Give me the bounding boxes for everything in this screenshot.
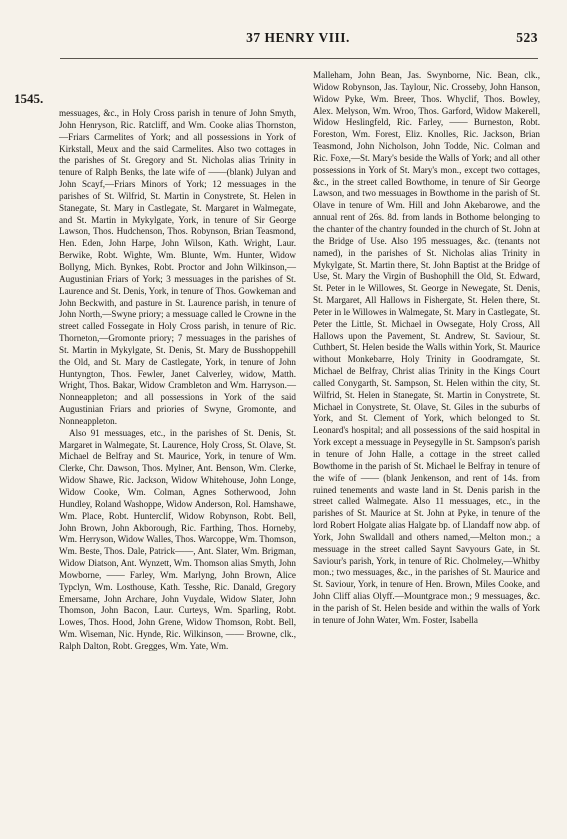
left-paragraph-1: messuages, &c., in Holy Cross parish in tenure of John Smyth, John Henryson, Ric. Ratcliff, and Wm. Cooke alias Thornston,—Friars Carmelites of York; and all possessions in York of Kirkstall, Meux and the said Carmelites. Also two cottages in the parishes of St. Gregory and St. Nicholas alias Trinity in tenure of Ralph Benks, the late wife of ——(blank) Julyan and John Scayf,—Friars Minors of York; 12 messuages in the parishes of St. Wilfrid, St. Martin in Conystrete, St. Helen in Stanegate, St. Mary in Castlegate, St. Margaret in Walmegate, and St. Martin in Mykylgate, York, in tenure of Sir George Lawson, Thos. Hudchenson, Thos. Robynson, Brian Teasmond, Hen. Eden, John Harpe, John Wilson, Kath. Wright, Laur. Berwike, Robt. Wighte, Wm. Blunte, Wm. Hunter, Widow Bollyng, Mich. Bynkes, Robt. Proctor and John Wilkinson,—Augustinian Friars of York; 3 messuages in the parishes of St. Laurence and St. Denis, York, in tenure of Thos. Gowkeman and John Beckwith, and pasture in St. Laurence parish, in tenure of John North,—Swyne priory; a messuage called le Crowne in the street called Fossegate in Holy Cross parish, in tenure of Ric. Thorneton,—Gromonte priory; 7 messuages in the parishes of St. Martin in Mykylgate, St. Denis, St. Mary de Busshoppehill the Old, and St. Mary de Castlegate, York, in tenure of John Huntyngton, Thos. Fewler, Janet Calverley, widow, Matth. Wright, Thos. Bakar, Widow Crambleton and Wm. Harryson.—Nonneappleton; and all possessions in York of the said Augustinian Friars and priories of Swyne, Gromonte, and Nonneappleton. <box>59 108 296 426</box>
header-rule <box>60 58 538 59</box>
right-column <box>313 70 540 627</box>
page-title: 37 HENRY VIII. <box>246 30 350 45</box>
left-paragraph-2: Also 91 messuages, etc., in the parishes of St. Denis, St. Margaret in Walmegate, St. Laurence, Holy Cross, St. Olave, St. Michael de Belfray and St. Maurice, York, in tenure of Wm. Clerke, Chr. Dawson, Thos. Mylner, Ant. Benson, Wm. Clerke, Widow Shawe, Ric. Jackson, Widow Whitehouse, John Longe, Widow Cooke, Wm. Colman, Agnes Sotherwood, John Hundley, Roland Washoppe, Widow Anderson, Rol. Hamshawe, Wm. Place, Robt. Hunterclif, Widow Robynson, Robt. Bell, John Brown, John Akborough, Ric. Farthing, Thos. Horneby, Wm. Herryson, Widow Walles, Thos. Warcoppe, Wm. Thomson, Wm. Beste, Thos. Dale, Patrick——, Ant. Slater, Wm. Brigman, Widow Diatson, Ant. Wynzett, Wm. Thomson alias Smyth, John Mowborne, —— Farley, Wm. Marlyng, John Brown, Alice Typclyn, Wm. Losthouse, Kath. Tesshe, Ric. Danald, Gregory Emersame, John Archare, John Vuydale, Widow Slater, John Thomson, John Bacon, Laur. Curteys, Wm. Sparling, Robt. Lowes, Thos. Hood, John Grene, Widow Thomson, Robt. Bell, Wm. Wiseman, Nic. Hynde, Ric. Wilkinson, —— Browne, clk., Ralph Dalton, Robt. Gregges, Wm. Yate, Wm. <box>59 427 296 651</box>
right-paragraph-1: Malleham, John Bean, Jas. Swynborne, Nic. Bean, clk., Widow Robynson, Jas. Taylour, Nic. Crosseby, John Hanson, Widow Pyke, Wm. Breer, Thos. Whyclif, Thos. Bowley, Alex. Melyson, Wm. Wroo, Thos. Garford, Widow Makerell, Widow Heslingfeld, Ric. Farley, —— Burneston, Robt. Foreston, Wm. Forest, Eliz. Knolles, Ric. Jackson, Brian Teasmond, John Nicholson, John Todde, Nic. Colman and Ric. Foxe,—St. Mary's beside the Walls of York; and all other possessions in York of St. Mary's mon., except two cottages, &c., in the street called Bowthome, in tenure of Sir George Lawson, and two messuages in Bowthome in the parish of St. Olave in tenure of Wm. Hill and John Akebarowe, and the annual rent of 26s. 8d. from lands in Bothome belonging to the chanter of the chantry founded in the church of St. John at the Bridge of Use. Also 195 messuages, &c. (tenants not named), in the parishes of St. Nicholas alias Trinity in Mykylgate, St. Martin there, St. John Baptist at the Bridge of Use, St. Mary the Virgin of Bushophill the Old, St. Edward, St. Peter in le Willowes, St. George in Newegate, St. Denis, St. Margaret, All Hallows in Fishergate, St. Helen there, St. Peter in le Willowes in Walmegate, St. Mary in Castlegate, St. Peter the Little, St. Michael in Owsegate, Holy Cross, All Hallows upon the Pavement, St. Andrew, St. Saviour, St. Cuthbert, St. Helen beside the Walls within York, St. Maurice without Monkebarre, Holy Trinity in Goodramgate, St. Michael de Belfray, Christ alias Trinity in the Kings Court called Conygarth, St. Sampson, St. Helen within the city, St. Wilfrid, St. Helen in Stanegate, St. Martin in Conystrete, St. Michael in Conystrete, St. Olave, St. Giles in the suburbs of York, and St. Clement of York, which belonged to St. Leonard's hospital; and all possessions of the said hospital in York except a messuage in Peysegylle in St. Sampson's parish in tenure of John Halle, a cottage in the street called Bowthome in the parish of St. Michael le Belfray in tenure of the wife of —— (blank Jenkenson, and rent of 14s. from ruined tenements and waste land in St. Denis parish in the street called Walmegate. Also 11 messuages, etc., in the parishes of St. Maurice at St. John at Pyke, in tenure of the lord Robert Holgate alias Halgate bp. of Llandaff now abp. of York, John Swalldall and others named,—Melton mon.; a messuage in the street called Saynt Savyours Gate, in St. Saviour's parish, York, in tenure of Ric. Cholmeley,—Whitby mon.; two messuages, &c., in the parishes of St. Maurice and St. Saviour, York, in tenure of Hen. Brown, Miles Cooke, and John Cliff alias Olyff.—Mountgrace mon.; 9 messuages, &c. in the parish of St. Helen beside and within the walls of York in tenure of John Water, Wm. Foster, Isabella <box>313 70 540 625</box>
page-number: 523 <box>516 30 538 45</box>
running-head <box>58 30 538 52</box>
margin-year: 1545. <box>14 91 44 106</box>
left-column <box>59 108 296 653</box>
